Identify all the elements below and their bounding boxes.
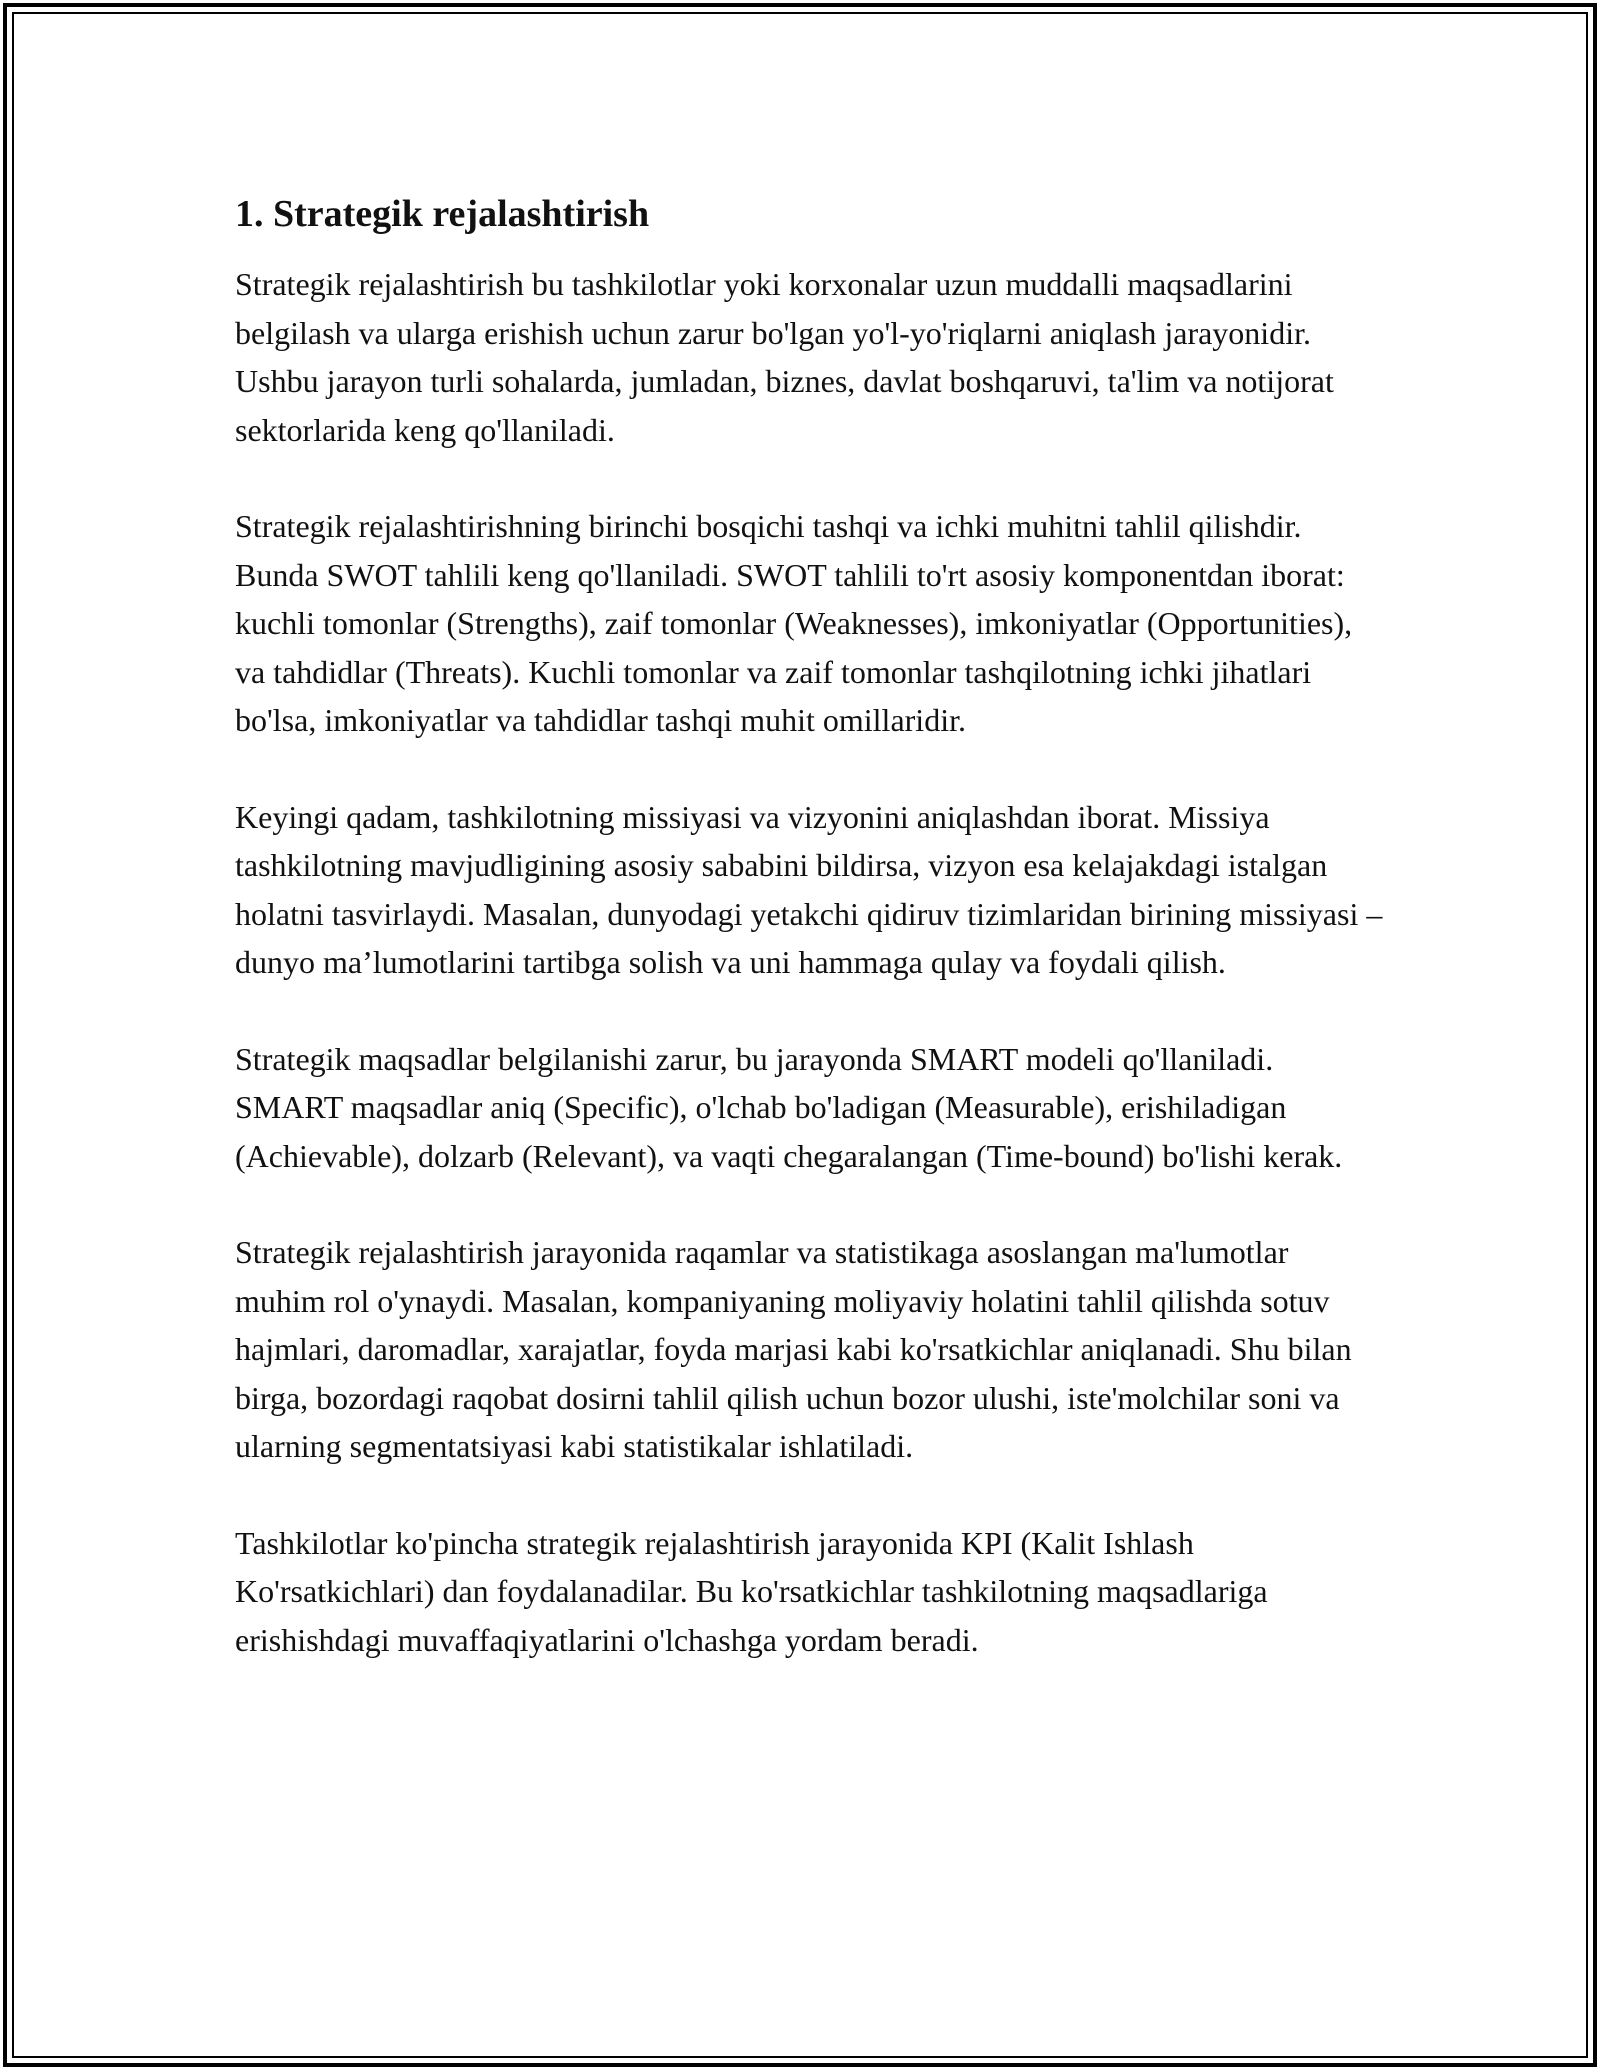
paragraph-statistics: Strategik rejalashtirish jarayonida raqamlar va statistikaga asoslangan ma'lumotlar muhim rol o'ynaydi. Masalan, kompaniyaning moliyaviy holatini tahlil qilishda sotuv hajmlari, daromadlar, xarajatlar, foyda marjasi kabi ko'rsatkichlar aniqlanadi. Shu bilan birga, bozordagi raqobat dosirni tahlil qilish uchun bozor ulushi, iste'molchilar soni va ularning segmentatsiyasi kabi statistikalar ishlatiladi. bbox=[235, 1234, 1352, 1464]
paragraph-mission-vision: Keyingi qadam, tashkilotning missiyasi va vizyonini aniqlashdan iborat. Missiya tashkilotning mavjudligining asosiy sababini bildirsa, vizyon esa kelajakdagi istalgan holatni tasvirlaydi. Masalan, dunyodagi yetakchi qidiruv tizimlaridan birining missiyasi – dunyo ma’lumotlarini tartibga solish va uni hammaga qulay va foydali qilish. bbox=[235, 798, 1383, 980]
paragraph-swot: Strategik rejalashtirishning birinchi bosqichi tashqi va ichki muhitni tahlil qilishdir. Bunda SWOT tahlili keng qo'llaniladi. SWOT tahlili to'rt asosiy komponentdan iborat: kuchli tomonlar (Strengths), zaif tomonlar (Weaknesses), imkoniyatlar (Opportunities), va tahdidlar (Threats). Kuchli tomonlar va zaif tomonlar tashqilotning ichki jihatlari bo'lsa, imkoniyatlar va tahdidlar tashqi muhit omillaridir. bbox=[235, 508, 1353, 738]
paragraph-kpi: Tashkilotlar ko'pincha strategik rejalashtirish jarayonida KPI (Kalit Ishlash Ko'rsatkichlari) dan foydalanadilar. Bu ko'rsatkichlar tashkilotning maqsadlariga erishishdagi muvaffaqiyatlarini o'lchashga yordam beradi. bbox=[235, 1524, 1268, 1658]
paragraph-intro: Strategik rejalashtirish bu tashkilotlar yoki korxonalar uzun muddalli maqsadlarini belgilash va ularga erishish uchun zarur bo'lgan yo'l-yo'riqlarni aniqlash jarayonidir. Ushbu jarayon turli sohalarda, jumladan, biznes, davlat boshqaruvi, ta'lim va notijorat sektorlarida keng qo'llaniladi. bbox=[235, 266, 1334, 448]
document-body bbox=[235, 188, 1385, 1712]
paragraph-smart: Strategik maqsadlar belgilanishi zarur, bu jarayonda SMART modeli qo'llaniladi. SMART maqsadlar aniq (Specific), o'lchab bo'ladigan (Measurable), erishiladigan (Achievable), dolzarb (Relevant), va vaqti chegaralangan (Time-bound) bo'lishi kerak. bbox=[235, 1040, 1343, 1174]
section-heading: 1. Strategik rejalashtirish bbox=[235, 193, 650, 235]
